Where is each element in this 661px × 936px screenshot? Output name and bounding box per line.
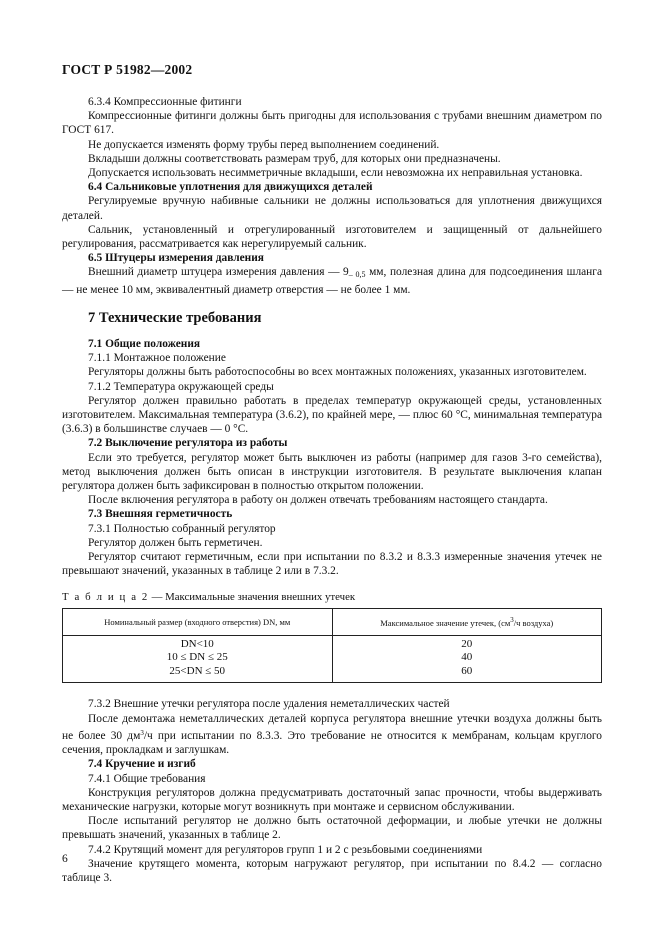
subscript-tolerance: – 0,5 xyxy=(348,270,366,280)
section-7-3-1-title: 7.3.1 Полностью собранный регулятор xyxy=(88,522,276,535)
table-2 xyxy=(62,608,602,684)
table-caption-prefix: Т а б л и ц а 2 xyxy=(62,590,149,603)
section-7-title: 7 Технические требования xyxy=(88,309,262,326)
text-run: Максимальное значение утечек, (см xyxy=(380,618,511,629)
section-7-1-2-title: 7.1.2 Температура окружающей среды xyxy=(88,380,274,393)
paragraph: Компрессионные фитинги должны быть пригодны для использования с трубами внешним диаметром по ГОСТ 617. xyxy=(62,110,602,137)
paragraph xyxy=(62,265,602,296)
text-run: Внешний диаметр штуцера измерения давления — 9 xyxy=(88,266,349,279)
text-run: После демонтажа неметаллических деталей корпуса регулятора внешние утечки воздуха должны быть не более 30 дм xyxy=(62,712,602,742)
table-cell-size: DN<10 xyxy=(180,637,214,650)
table-cell-size: 25<DN ≤ 50 xyxy=(169,664,226,677)
paragraph: Регулируемые вручную набивные сальники не должны использоваться для уплотнения движущихся деталей. xyxy=(62,195,602,222)
paragraph: Вкладыши должны соответствовать размерам труб, для которых они предназначены. xyxy=(88,152,501,165)
section-7-1-1-title: 7.1.1 Монтажное положение xyxy=(88,352,226,365)
page-number: 6 xyxy=(62,853,68,865)
paragraph: После испытаний регулятор не должно быть остаточной деформации, и любые утечки не должны превышать значений, указанных в таблице 2. xyxy=(62,815,602,842)
section-7-3-2-title: 7.3.2 Внешние утечки регулятора после удаления неметаллических частей xyxy=(88,698,450,711)
table-cell-size: 10 ≤ DN ≤ 25 xyxy=(166,651,228,664)
page-content xyxy=(62,95,602,885)
section-7-4-2-title: 7.4.2 Крутящий момент для регуляторов групп 1 и 2 с резьбовыми соединениями xyxy=(88,843,483,856)
section-7-4-title: 7.4 Кручение и изгиб xyxy=(88,758,196,771)
paragraph: Регуляторы должны быть работоспособны во всех монтажных положениях, указанных изготовителем. xyxy=(88,366,587,379)
paragraph: Конструкция регуляторов должна предусматривать достаточный запас прочности, чтобы выдерживать механические нагрузки, которые могут возникнуть при монтаже и сервисном обслуживании. xyxy=(62,786,602,813)
paragraph: Регулятор должен правильно работать в пределах температур окружающей среды, установленных изготовителем. Максимальная температура (3.6.2), по крайней мере, — плюс 60 °С, минимальная температура (3.6.3) в большинстве случаев — 0 °С. xyxy=(62,394,602,436)
table-header-row xyxy=(63,608,602,635)
section-7-3-title: 7.3 Внешняя герметичность xyxy=(88,508,233,521)
table-cell-value: 20 xyxy=(461,637,473,650)
paragraph: Если это требуется, регулятор может быть выключен из работы (например для газов 3-го семейства), метод выключения должен быть описан в инструкции изготовителя. В результате выключения клапан регулятора должен быть зафиксирован в полностью открытом положении. xyxy=(62,451,602,493)
paragraph: Регулятор считают герметичным, если при испытании по 8.3.2 и 8.3.3 измеренные значения утечек не превышают значений, указанных в таблице 2 или в 7.3.2. xyxy=(62,551,602,578)
table-caption-text: — Максимальные значения внешних утечек xyxy=(148,590,356,603)
section-6-3-4-title: 6.3.4 Компрессионные фитинги xyxy=(88,96,242,108)
table-cell-sizes xyxy=(63,635,333,683)
section-6-5-title: 6.5 Штуцеры измерения давления xyxy=(88,252,264,265)
paragraph: Регулятор должен быть герметичен. xyxy=(88,536,263,549)
paragraph: Значение крутящего момента, которым нагружают регулятор, при испытании по 8.4.2 — согласно таблице 3. xyxy=(62,857,602,884)
table-header-max-leakage xyxy=(332,608,602,635)
paragraph xyxy=(62,712,602,758)
text-run: /ч при испытании по 8.3.3. Это требование не относится к мембранам, кольцам круглого сечения, прокладкам и заглушкам. xyxy=(62,729,602,757)
section-7-1-title: 7.1 Общие положения xyxy=(88,338,201,351)
table-header-nominal-size: Номинальный размер (входного отверстия) DN, мм xyxy=(63,608,333,635)
paragraph: После включения регулятора в работу он должен отвечать требованиям настоящего стандарта. xyxy=(88,494,548,507)
document-header: ГОСТ Р 51982—2002 xyxy=(62,62,193,77)
section-7-4-1-title: 7.4.1 Общие требования xyxy=(88,772,206,785)
table-row xyxy=(63,635,602,683)
superscript: 3 xyxy=(140,728,144,737)
paragraph: Допускается использовать несимметричные вкладыши, если невозможна их неправильная установка. xyxy=(88,167,583,180)
paragraph: Сальник, установленный и отрегулированный изготовителем и защищенный от дальнейшего регулирования, рассматривается как нерегулируемый сальник. xyxy=(62,223,602,251)
text-run: мм, полезная длина для подсоединения шланга — не менее 10 мм, эквивалентный диаметр отверстия — не более 1 мм. xyxy=(62,266,603,296)
table-cell-value: 60 xyxy=(461,664,473,677)
section-7-2-title: 7.2 Выключение регулятора из работы xyxy=(88,437,288,450)
table-cell-values xyxy=(332,635,602,683)
text-run: /ч воздуха) xyxy=(513,618,554,629)
table-2-caption xyxy=(62,590,602,604)
section-6-4-title: 6.4 Сальниковые уплотнения для движущихся деталей xyxy=(88,181,373,194)
superscript: 3 xyxy=(510,616,514,625)
paragraph: Не допускается изменять форму трубы перед выполнением соединений. xyxy=(88,138,440,151)
table-cell-value: 40 xyxy=(461,651,473,664)
